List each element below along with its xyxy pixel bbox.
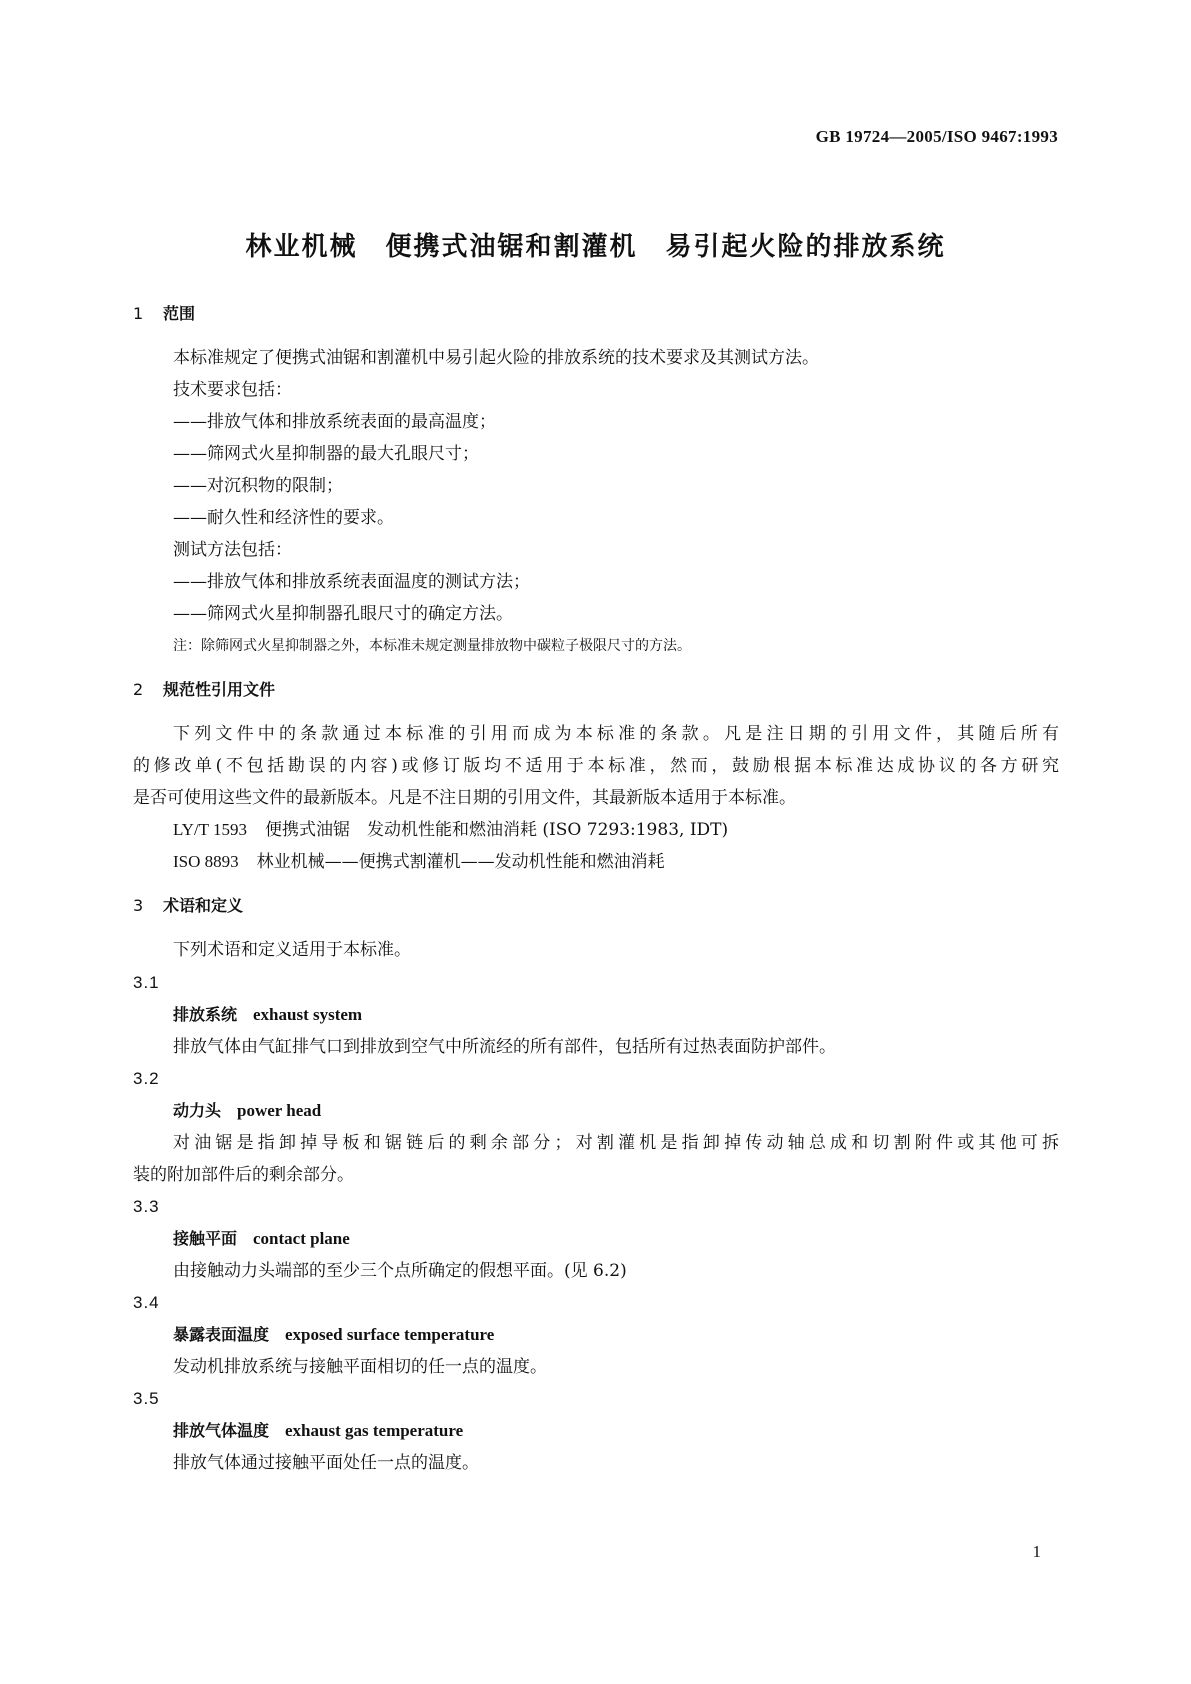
section-title: 范围 bbox=[163, 304, 196, 323]
list-item: ——筛网式火星抑制器的最大孔眼尺寸； bbox=[173, 444, 479, 464]
page-number: 1 bbox=[1032, 1542, 1041, 1561]
section-number: 3 bbox=[133, 896, 144, 915]
reference-code: ISO 8893 bbox=[173, 852, 239, 871]
paragraph-line: 的修改单(不包括勘误的内容)或修订版均不适用于本标准，然而，鼓励根据本标准达成协议的各方研究 bbox=[133, 756, 1059, 776]
term-definition: 对油锯是指卸掉导板和锯链后的剩余部分；对割灌机是指卸掉传动轴总成和切割附件或其他可拆 bbox=[173, 1133, 1059, 1153]
clause-number: 3.5 bbox=[133, 1389, 160, 1408]
scope-note: 注：除筛网式火星抑制器之外，本标准未规定测量排放物中碳粒子极限尺寸的方法。 bbox=[173, 638, 691, 654]
term-zh: 排放系统 bbox=[173, 1005, 238, 1024]
term-definition: 排放气体通过接触平面处任一点的温度。 bbox=[173, 1453, 479, 1473]
section-title: 术语和定义 bbox=[163, 896, 244, 915]
list-item: ——对沉积物的限制； bbox=[173, 476, 343, 496]
term-zh: 接触平面 bbox=[173, 1229, 238, 1248]
definitions-intro: 下列术语和定义适用于本标准。 bbox=[173, 940, 411, 960]
reference-item bbox=[173, 820, 728, 840]
list-item: ——耐久性和经济性的要求。 bbox=[173, 508, 394, 528]
term-heading bbox=[173, 1229, 350, 1249]
paragraph-line: 下列文件中的条款通过本标准的引用而成为本标准的条款。凡是注日期的引用文件，其随后所有 bbox=[173, 724, 1059, 744]
term-en: contact plane bbox=[253, 1229, 350, 1248]
section-number: 1 bbox=[133, 304, 144, 323]
section-2-heading bbox=[133, 680, 275, 700]
term-en: exhaust system bbox=[253, 1005, 363, 1024]
reference-title: 林业机械——便携式割灌机——发动机性能和燃油消耗 bbox=[256, 852, 665, 872]
scope-intro: 本标准规定了便携式油锯和割灌机中易引起火险的排放系统的技术要求及其测试方法。 bbox=[173, 348, 819, 368]
section-title: 规范性引用文件 bbox=[163, 680, 276, 699]
term-definition: 装的附加部件后的剩余部分。 bbox=[133, 1165, 354, 1185]
list-item: ——排放气体和排放系统表面温度的测试方法； bbox=[173, 572, 530, 592]
term-en: exhaust gas temperature bbox=[285, 1421, 464, 1440]
term-heading bbox=[173, 1101, 321, 1121]
term-zh: 暴露表面温度 bbox=[173, 1325, 270, 1344]
document-title: 林业机械 便携式油锯和割灌机 易引起火险的排放系统 bbox=[245, 232, 946, 262]
list-item: ——排放气体和排放系统表面的最高温度； bbox=[173, 412, 496, 432]
term-definition: 由接触动力头端部的至少三个点所确定的假想平面。(见 6.2) bbox=[173, 1261, 627, 1281]
list-item: ——筛网式火星抑制器孔眼尺寸的确定方法。 bbox=[173, 604, 513, 624]
standard-code: GB 19724—2005/ISO 9467:1993 bbox=[815, 127, 1058, 146]
term-zh: 动力头 bbox=[173, 1101, 222, 1120]
term-heading bbox=[173, 1421, 463, 1441]
paragraph-line: 是否可使用这些文件的最新版本。凡是不注日期的引用文件，其最新版本适用于本标准。 bbox=[133, 788, 796, 808]
term-definition: 发动机排放系统与接触平面相切的任一点的温度。 bbox=[173, 1357, 547, 1377]
section-3-heading bbox=[133, 896, 243, 916]
test-methods-label: 测试方法包括： bbox=[173, 540, 292, 560]
term-en: power head bbox=[237, 1101, 322, 1120]
clause-number: 3.3 bbox=[133, 1197, 160, 1216]
reference-title: 便携式油锯 发动机性能和燃油消耗 (ISO 7293:1983, IDT) bbox=[265, 820, 729, 840]
section-number: 2 bbox=[133, 680, 144, 699]
clause-number: 3.4 bbox=[133, 1293, 160, 1312]
clause-number: 3.1 bbox=[133, 973, 160, 992]
term-definition: 排放气体由气缸排气口到排放到空气中所流经的所有部件，包括所有过热表面防护部件。 bbox=[173, 1037, 836, 1057]
reference-code: LY/T 1593 bbox=[173, 820, 248, 839]
term-heading bbox=[173, 1325, 494, 1345]
term-heading bbox=[173, 1005, 362, 1025]
term-zh: 排放气体温度 bbox=[173, 1421, 270, 1440]
tech-requirements-label: 技术要求包括： bbox=[173, 380, 292, 400]
section-1-heading bbox=[133, 304, 195, 324]
clause-number: 3.2 bbox=[133, 1069, 160, 1088]
term-en: exposed surface temperature bbox=[285, 1325, 495, 1344]
reference-item bbox=[173, 852, 665, 872]
